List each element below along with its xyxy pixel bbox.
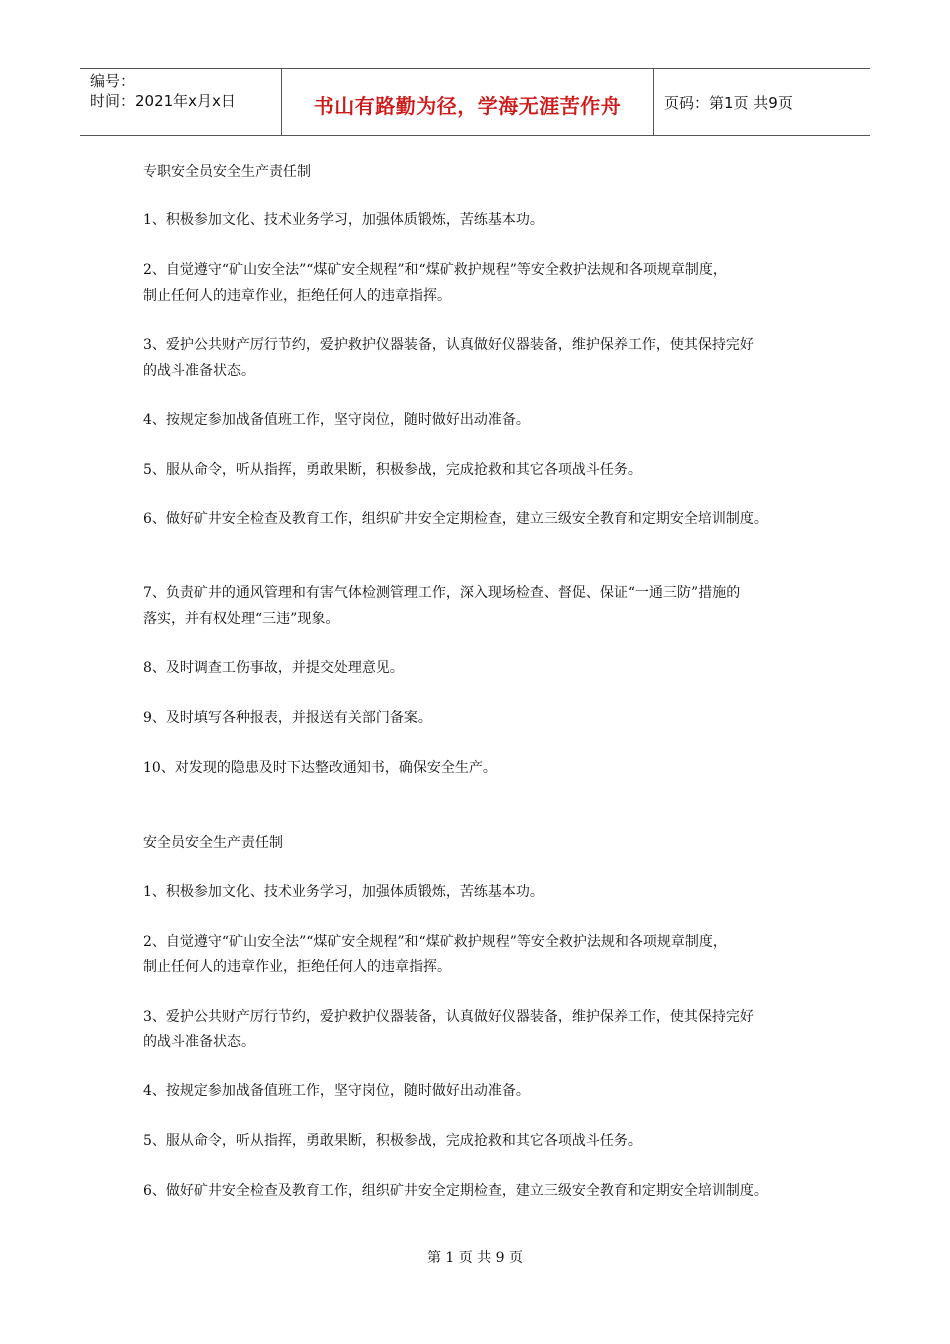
paragraph-line: 2、自觉遵守“矿山安全法”“煤矿安全规程”和“煤矿救护规程”等安全救护法规和各项规章制度， [143, 262, 727, 278]
section-title: 安全员安全生产责任制 [143, 835, 283, 851]
section-title: 专职安全员安全生产责任制 [143, 164, 311, 180]
paragraph-line: 制止任何人的违章作业，拒绝任何人的违章指挥。 [143, 959, 451, 975]
document-header [80, 68, 870, 136]
paragraph-line: 3、爱护公共财产厉行节约，爱护救护仪器装备，认真做好仪器装备，维护保养工作，使其保持完好 [143, 337, 754, 353]
motto-text: 书山有路勤为径，学海无涯苦作舟 [313, 93, 622, 118]
paragraph-line: 1、积极参加文化、技术业务学习，加强体质锻炼，苦练基本功。 [143, 884, 544, 900]
page-number-label: 页码：第1页 共9页 [664, 93, 793, 112]
header-page-cell [654, 69, 870, 135]
paragraph-line: 4、按规定参加战备值班工作，坚守岗位，随时做好出动准备。 [143, 412, 530, 428]
paragraph-line: 7、负责矿井的通风管理和有害气体检测管理工作，深入现场检查、督促、保证“一通三防”措施的 [143, 585, 741, 601]
paragraph-line: 落实，并有权处理“三违”现象。 [143, 611, 340, 627]
serial-number-label: 编号： [90, 72, 136, 90]
paragraph-line: 制止任何人的违章作业，拒绝任何人的违章指挥。 [143, 288, 451, 304]
header-motto-cell [282, 69, 654, 135]
paragraph-line: 的战斗准备状态。 [143, 1034, 255, 1050]
paragraph-line: 8、及时调查工伤事故，并提交处理意见。 [143, 660, 404, 676]
paragraph-line: 1、积极参加文化、技术业务学习，加强体质锻炼，苦练基本功。 [143, 212, 544, 228]
page-footer: 第 1 页 共 9 页 [426, 1250, 524, 1266]
paragraph-line: 9、及时填写各种报表，并报送有关部门备案。 [143, 710, 432, 726]
header-meta-cell [80, 69, 282, 135]
paragraph-line: 的战斗准备状态。 [143, 363, 255, 379]
paragraph-line: 6、做好矿井安全检查及教育工作，组织矿井安全定期检查，建立三级安全教育和定期安全培训制度。 [143, 1183, 768, 1199]
date-label: 时间：2021年x月x日 [90, 92, 236, 110]
paragraph-line: 4、按规定参加战备值班工作，坚守岗位，随时做好出动准备。 [143, 1083, 530, 1099]
paragraph-line: 2、自觉遵守“矿山安全法”“煤矿安全规程”和“煤矿救护规程”等安全救护法规和各项规章制度， [143, 934, 727, 950]
paragraph-line: 10、对发现的隐患及时下达整改通知书，确保安全生产。 [143, 760, 497, 776]
paragraph-line: 6、做好矿井安全检查及教育工作，组织矿井安全定期检查，建立三级安全教育和定期安全培训制度。 [143, 511, 768, 527]
paragraph-line: 3、爱护公共财产厉行节约，爱护救护仪器装备，认真做好仪器装备，维护保养工作，使其保持完好 [143, 1009, 754, 1025]
paragraph-line: 5、服从命令，听从指挥，勇敢果断，积极参战，完成抢救和其它各项战斗任务。 [143, 462, 642, 478]
paragraph-line: 5、服从命令，听从指挥，勇敢果断，积极参战，完成抢救和其它各项战斗任务。 [143, 1133, 642, 1149]
